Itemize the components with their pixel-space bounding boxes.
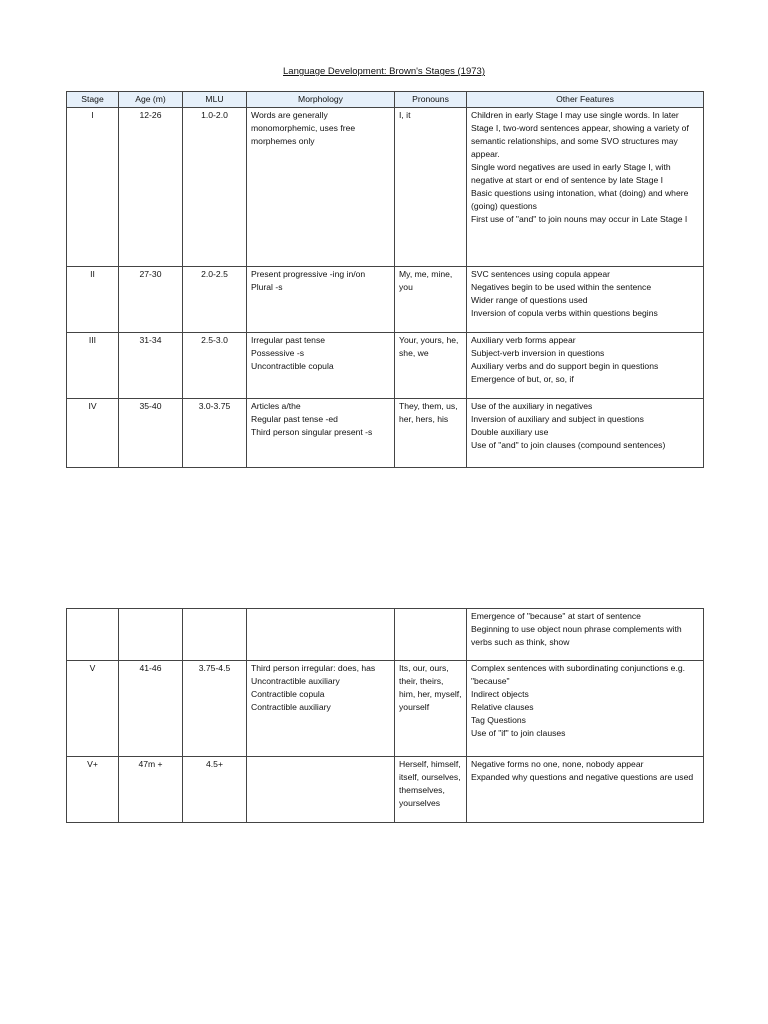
feature-item: Relative clauses <box>471 702 534 712</box>
morphology-item: Possessive -s <box>251 348 305 358</box>
age-cell: 47m + <box>119 757 183 823</box>
pronoun-item: They, them, us, her, hers, his <box>399 401 458 424</box>
feature-item: Auxiliary verbs and do support begin in questions <box>471 361 659 371</box>
feature-item: Negative forms no one, none, nobody appear <box>471 759 644 769</box>
stage-cell: V+ <box>67 757 119 823</box>
feature-item: Inversion of copula verbs within questions begins <box>471 308 658 318</box>
features-cell <box>467 267 704 333</box>
morphology-item: Uncontractible auxiliary <box>251 676 340 686</box>
table-row <box>67 399 704 468</box>
table-row <box>67 609 704 661</box>
stage-cell: V <box>67 661 119 757</box>
table-row <box>67 108 704 267</box>
age-cell: 31-34 <box>119 333 183 399</box>
pronoun-item: I, it <box>399 110 411 120</box>
feature-item: Use of the auxiliary in negatives <box>471 401 593 411</box>
feature-item: SVC sentences using copula appear <box>471 269 611 279</box>
morphology-item: Third person singular present -s <box>251 427 373 437</box>
age-cell: 27-30 <box>119 267 183 333</box>
stages-table <box>66 91 704 468</box>
mlu-cell: 3.75-4.5 <box>183 661 247 757</box>
table-row <box>67 757 704 823</box>
morphology-cell <box>247 661 395 757</box>
pronouns-cell <box>395 267 467 333</box>
features-cell <box>467 609 704 661</box>
feature-item: Wider range of questions used <box>471 295 588 305</box>
morphology-item: Present progressive -ing in/on <box>251 269 366 279</box>
header-mlu: MLU <box>183 92 247 108</box>
morphology-item: Uncontractible copula <box>251 361 334 371</box>
morphology-item: Regular past tense -ed <box>251 414 338 424</box>
stage-cell <box>67 609 119 661</box>
header-pronouns: Pronouns <box>395 92 467 108</box>
mlu-cell: 1.0-2.0 <box>183 108 247 267</box>
pronoun-item: My, me, mine, you <box>399 269 453 292</box>
pronouns-cell <box>395 757 467 823</box>
header-other-features: Other Features <box>467 92 704 108</box>
pronouns-cell <box>395 108 467 267</box>
morphology-item: Words are generally monomorphemic, uses free morphemes only <box>251 110 356 146</box>
feature-item: Expanded why questions and negative questions are used <box>471 772 694 782</box>
feature-item: Indirect objects <box>471 689 529 699</box>
pronoun-item: Its, our, ours, their, theirs, him, her, myself, yourself <box>399 663 462 712</box>
features-cell <box>467 661 704 757</box>
features-cell <box>467 399 704 468</box>
morphology-item: Contractible copula <box>251 689 325 699</box>
morphology-item: Contractible auxiliary <box>251 702 331 712</box>
morphology-item: Irregular past tense <box>251 335 326 345</box>
feature-item: Complex sentences with subordinating conjunctions e.g. "because" <box>471 663 686 686</box>
morphology-item: Third person irregular: does, has <box>251 663 376 673</box>
feature-item: Emergence of but, or, so, if <box>471 374 574 384</box>
pronoun-item: Your, yours, he, she, we <box>399 335 459 358</box>
feature-item: Tag Questions <box>471 715 526 725</box>
feature-item: Double auxiliary use <box>471 427 549 437</box>
features-cell <box>467 108 704 267</box>
stage-cell: I <box>67 108 119 267</box>
age-cell: 35-40 <box>119 399 183 468</box>
morphology-item: Plural -s <box>251 282 283 292</box>
feature-item: Use of "and" to join clauses (compound sentences) <box>471 440 666 450</box>
features-cell <box>467 333 704 399</box>
mlu-cell: 4.5+ <box>183 757 247 823</box>
mlu-cell: 3.0-3.75 <box>183 399 247 468</box>
stage-cell: II <box>67 267 119 333</box>
table-row <box>67 267 704 333</box>
header-morphology: Morphology <box>247 92 395 108</box>
feature-item: Emergence of "because" at start of sentence <box>471 611 641 621</box>
table-row <box>67 333 704 399</box>
feature-item: Negatives begin to be used within the sentence <box>471 282 652 292</box>
stage-cell: III <box>67 333 119 399</box>
age-cell <box>119 609 183 661</box>
feature-item: Single word negatives are used in early Stage I, with negative at start or end of sentence by late Stage I <box>471 162 671 185</box>
morphology-item: Articles a/the <box>251 401 301 411</box>
page-title: Language Development: Brown's Stages (1973) <box>283 66 485 77</box>
feature-item: First use of "and" to join nouns may occur in Late Stage I <box>471 214 688 224</box>
feature-item: Auxiliary verb forms appear <box>471 335 576 345</box>
feature-item: Use of "if" to join clauses <box>471 728 566 738</box>
stages-table-continued <box>66 608 704 823</box>
pronouns-cell <box>395 661 467 757</box>
pronouns-cell <box>395 333 467 399</box>
feature-item: Inversion of auxiliary and subject in questions <box>471 414 644 424</box>
pronoun-item: Herself, himself, itself, ourselves, themselves, yourselves <box>399 759 461 808</box>
pronouns-cell <box>395 399 467 468</box>
header-row <box>67 92 704 108</box>
morphology-cell <box>247 267 395 333</box>
morphology-cell <box>247 399 395 468</box>
stage-cell: IV <box>67 399 119 468</box>
morphology-cell <box>247 757 395 823</box>
age-cell: 12-26 <box>119 108 183 267</box>
feature-item: Subject-verb inversion in questions <box>471 348 605 358</box>
mlu-cell <box>183 609 247 661</box>
morphology-cell <box>247 333 395 399</box>
pronouns-cell <box>395 609 467 661</box>
feature-item: Beginning to use object noun phrase complements with verbs such as think, show <box>471 624 682 647</box>
mlu-cell: 2.5-3.0 <box>183 333 247 399</box>
table-row <box>67 661 704 757</box>
age-cell: 41-46 <box>119 661 183 757</box>
morphology-cell <box>247 108 395 267</box>
header-stage: Stage <box>67 92 119 108</box>
header-age: Age (m) <box>119 92 183 108</box>
feature-item: Children in early Stage I may use single words. In later Stage I, two-word sentences appear, showing a variety of semantic relationships, and some SVO structures may appear. <box>471 110 689 159</box>
features-cell <box>467 757 704 823</box>
mlu-cell: 2.0-2.5 <box>183 267 247 333</box>
morphology-cell <box>247 609 395 661</box>
feature-item: Basic questions using intonation, what (doing) and where (going) questions <box>471 188 689 211</box>
